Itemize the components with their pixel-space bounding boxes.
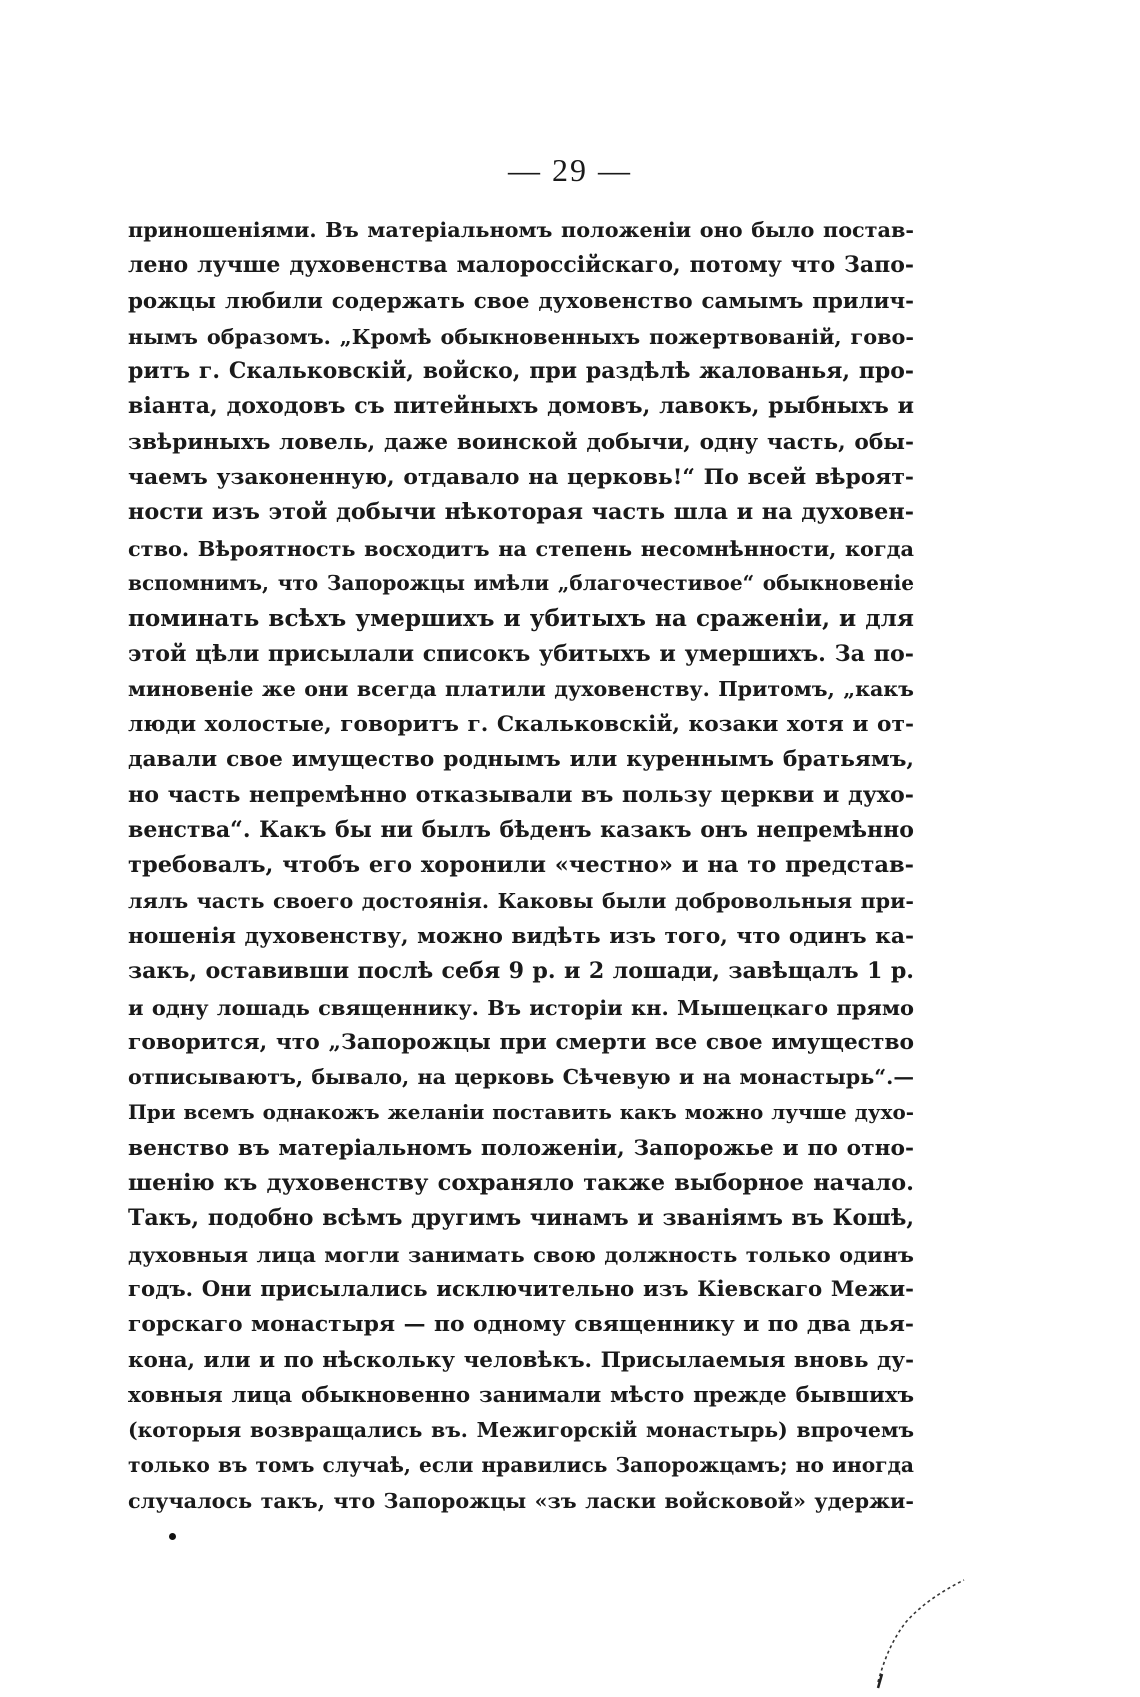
ink-dot — [169, 1533, 176, 1540]
text-line: годъ. Они присылались исключительно изъ Кіевскаго Межи- — [128, 1276, 914, 1302]
text-line: и одну лошадь священнику. Въ исторіи кн. Мышецкаго прямо — [128, 994, 914, 1020]
text-line: кона, или и по нѣскольку человѣкъ. Присылаемыя вновь ду- — [128, 1347, 914, 1373]
text-line: говорится, что „Запорожцы при смерти все свое имущество — [128, 1029, 914, 1055]
text-line: ности изъ этой добычи нѣкоторая часть шла и на духовен- — [128, 499, 914, 526]
text-line: поминать всѣхъ умершихъ и убитыхъ на сраженіи, и для — [128, 605, 914, 633]
pen-scratch-mark — [870, 1570, 970, 1690]
text-line: требовалъ, чтобъ его хоронили «честно» и на то представ- — [128, 852, 914, 879]
text-line: лялъ часть своего достоянія. Каковы были добровольныя при- — [128, 888, 914, 913]
text-line: венства“. Какъ бы ни былъ бѣденъ казакъ онъ непремѣнно — [128, 817, 914, 844]
text-line: (которыя возвращались въ. Межигорскій монастырь) впрочемъ — [128, 1418, 914, 1443]
text-line: духовныя лица могли занимать свою должность только одинъ — [128, 1241, 914, 1267]
text-line: вспомнимъ, что Запорожцы имѣли „благочестивое“ обыкновеніе — [128, 570, 914, 595]
text-line: віанта, доходовъ съ питейныхъ домовъ, лавокъ, рыбныхъ и — [128, 393, 914, 420]
text-line: шенію къ духовенству сохраняло также выборное начало. — [128, 1170, 914, 1197]
text-line: нымъ образомъ. „Кромѣ обыкновенныхъ пожертвованій, гово- — [128, 323, 914, 349]
text-line: приношеніями. Въ матеріальномъ положеніи оно было постав- — [128, 218, 914, 242]
body-text — [128, 213, 914, 1519]
text-line: горскаго монастыря — по одному священнику и по два дья- — [128, 1311, 914, 1338]
text-line: звѣриныхъ ловель, даже воинской добычи, одну часть, обы- — [128, 429, 914, 455]
text-line: чаемъ узаконенную, отдавало на церковь!“ По всей вѣроят- — [128, 465, 914, 491]
text-line: закъ, оставивши послѣ себя 9 р. и 2 лошади, завѣщалъ 1 р. — [128, 958, 914, 985]
text-line: ритъ г. Скальковскій, войско, при раздѣлѣ жалованья, про- — [128, 358, 914, 385]
text-line: миновеніе же они всегда платили духовенству. Притомъ, „какъ — [128, 676, 914, 701]
text-line: только въ томъ случаѣ, если нравились Запорожцамъ; но иногда — [128, 1453, 914, 1478]
text-line: ховныя лица обыкновенно занимали мѣсто прежде бывшихъ — [128, 1382, 914, 1408]
text-line: давали свое имущество роднымъ или куреннымъ братьямъ, — [128, 747, 914, 773]
text-line: отписываютъ, бывало, на церковь Сѣчевую и на монастырь“.— — [128, 1065, 914, 1090]
page-number: — 29 — — [508, 152, 632, 188]
text-line: ство. Вѣроятность восходитъ на степень несомнѣнности, когда — [128, 535, 914, 561]
text-line: ношенія духовенству, можно видѣть изъ того, что одинъ ка- — [128, 923, 914, 949]
text-line: лено лучше духовенства малороссійскаго, потому что Запо- — [128, 252, 914, 279]
text-line: случалось такъ, что Запорожцы «зъ ласки войсковой» удержи- — [128, 1488, 914, 1513]
text-line: венство въ матеріальномъ положеніи, Запорожье и по отно- — [128, 1135, 914, 1161]
text-line: но часть непремѣнно отказывали въ пользу церкви и духо- — [128, 781, 914, 808]
text-line: этой цѣли присылали списокъ убитыхъ и умершихъ. За по- — [128, 640, 914, 667]
text-line: люди холостые, говоритъ г. Скальковскій, козаки хотя и от- — [128, 712, 914, 738]
text-line: Такъ, подобно всѣмъ другимъ чинамъ и званіямъ въ Кошѣ, — [128, 1205, 914, 1232]
text-line: рожцы любили содержать свое духовенство самымъ прилич- — [128, 288, 914, 314]
text-line: При всемъ однакожъ желаніи поставить какъ можно лучше духо- — [128, 1100, 914, 1125]
